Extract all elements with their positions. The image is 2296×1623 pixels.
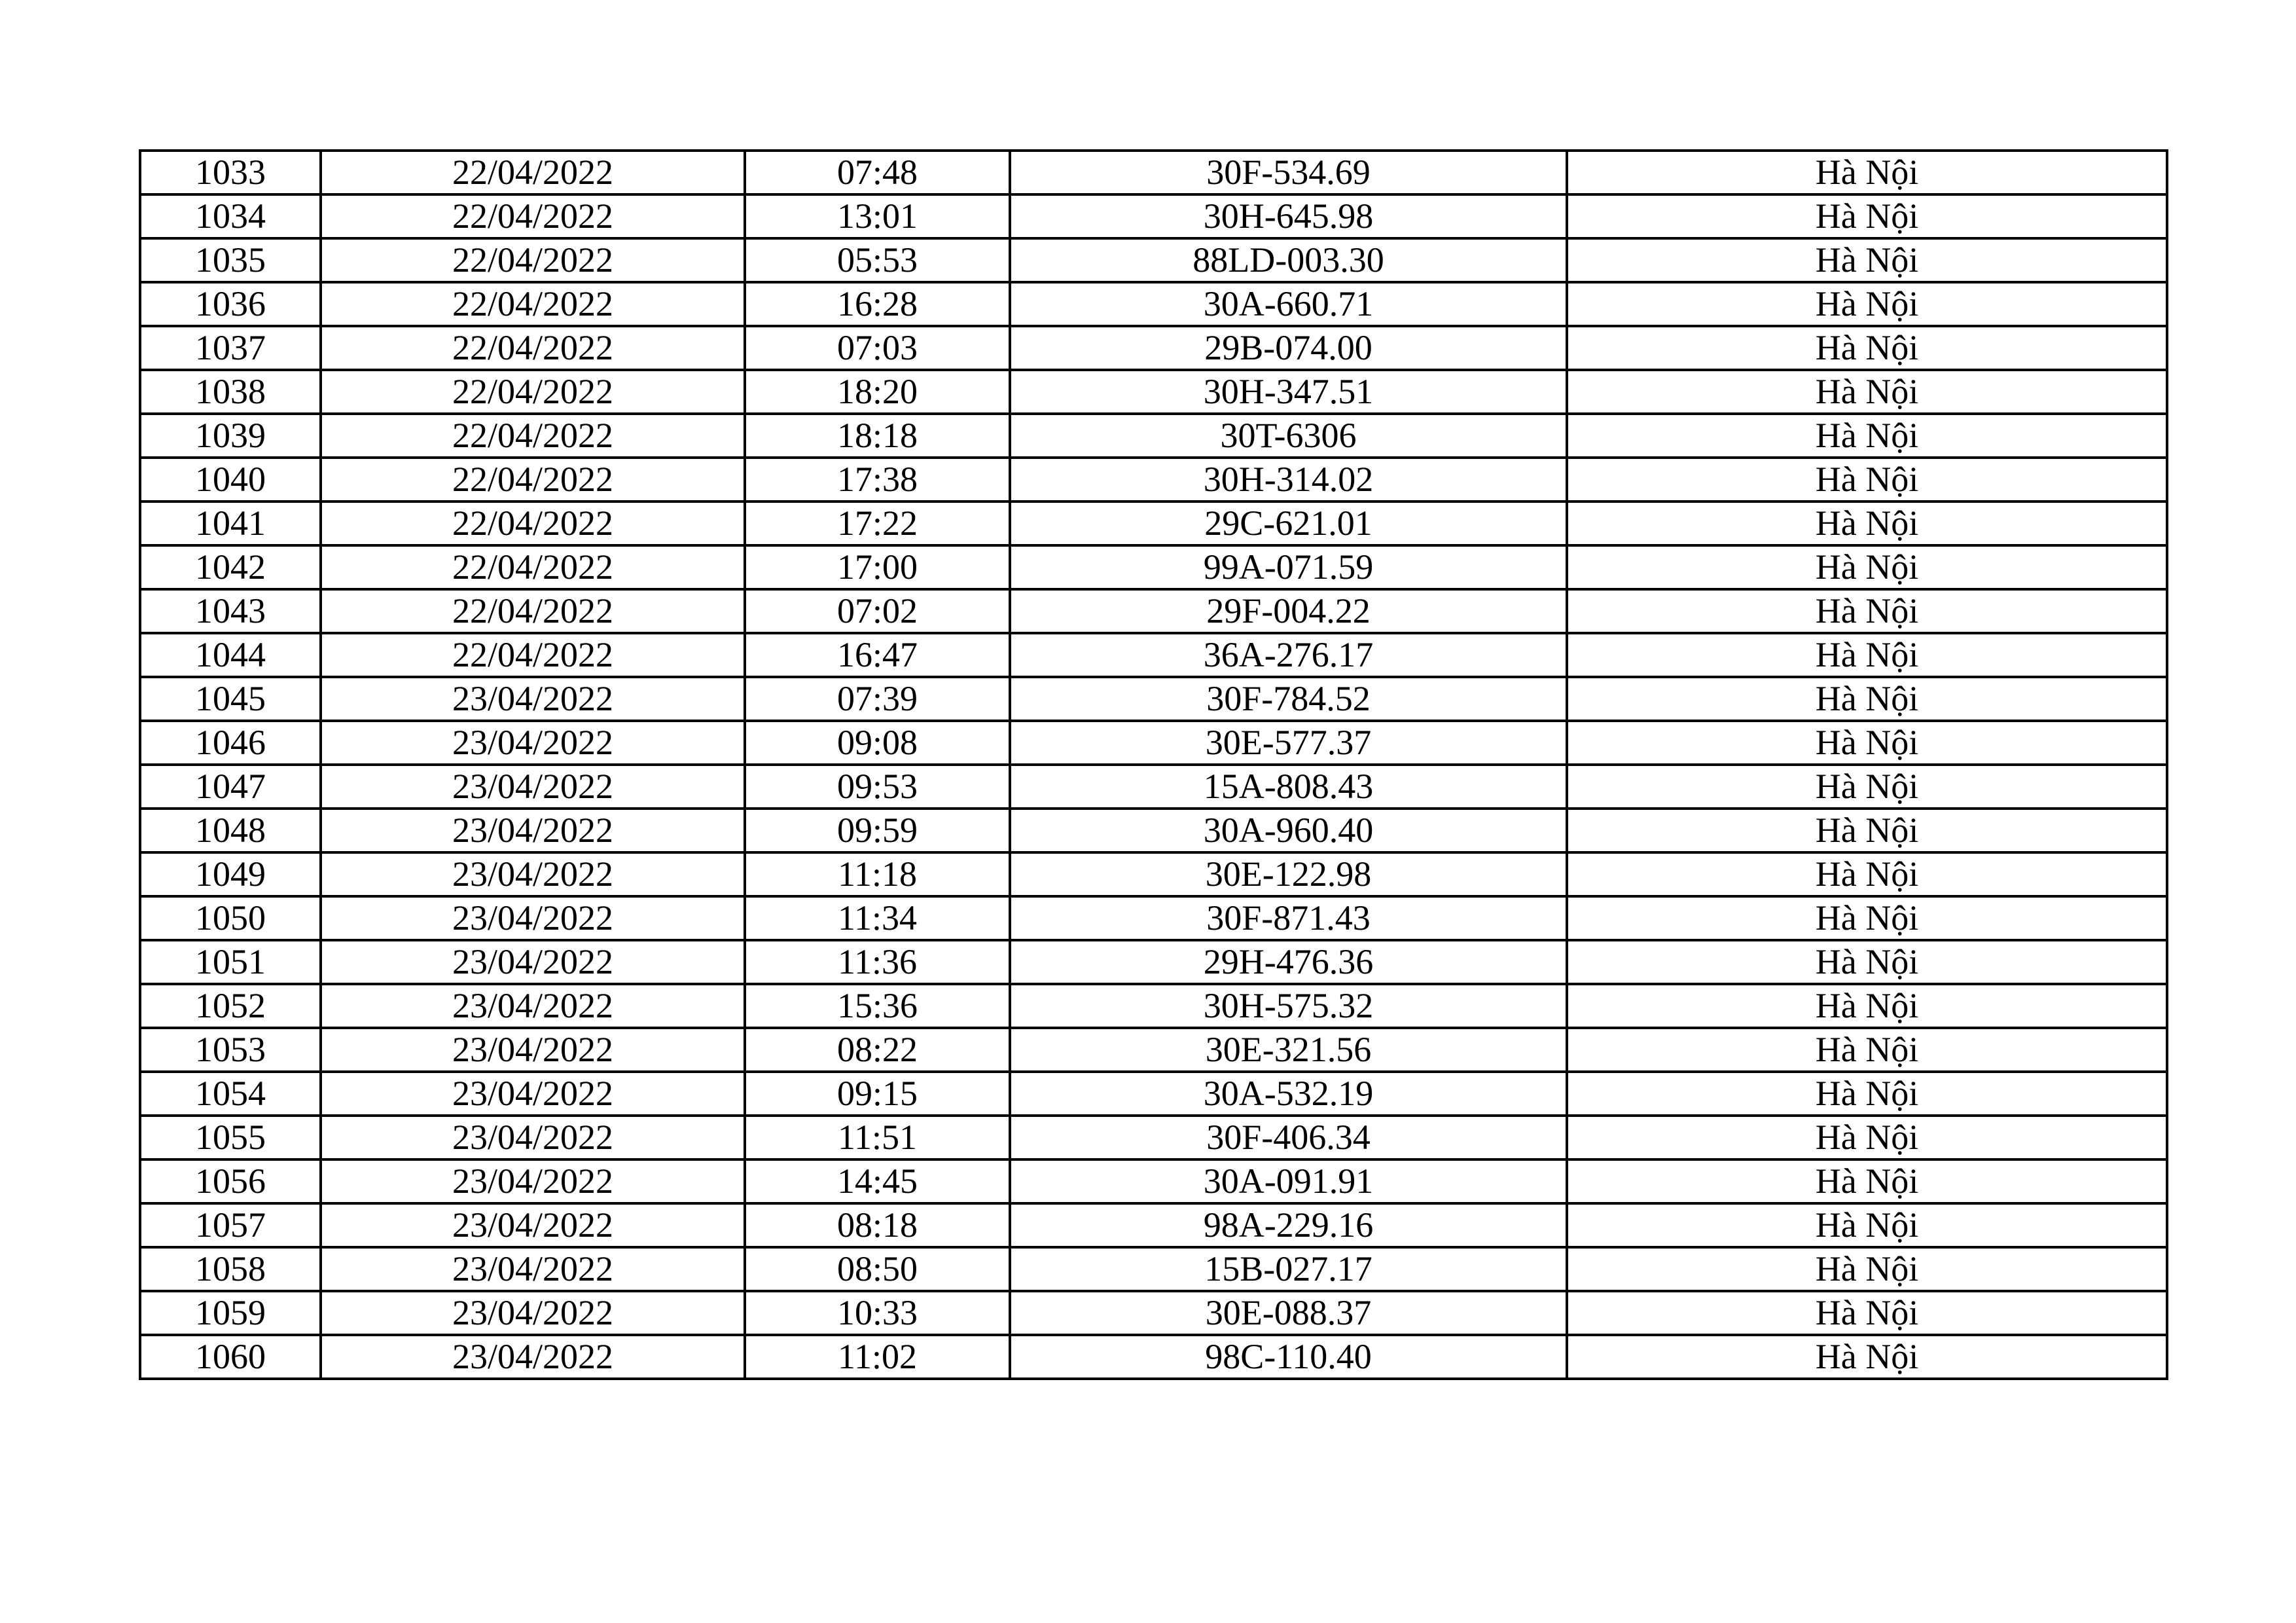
license-plate-cell: 30H-347.51: [1010, 370, 1567, 414]
date-cell: 23/04/2022: [321, 721, 745, 765]
row-number-cell: 1051: [140, 940, 321, 984]
time-cell: 07:02: [745, 589, 1010, 633]
table-row: [140, 501, 2167, 545]
table-row: [140, 370, 2167, 414]
license-plate-cell: 98C-110.40: [1010, 1335, 1567, 1379]
location-cell: Hà Nội: [1567, 414, 2167, 458]
time-cell: 09:53: [745, 765, 1010, 809]
row-number-cell: 1034: [140, 194, 321, 238]
time-cell: 14:45: [745, 1159, 1010, 1203]
location-cell: Hà Nội: [1567, 1028, 2167, 1072]
location-cell: Hà Nội: [1567, 458, 2167, 501]
date-cell: 23/04/2022: [321, 765, 745, 809]
table-row: [140, 1247, 2167, 1291]
license-plate-cell: 29B-074.00: [1010, 326, 1567, 370]
table-row: [140, 940, 2167, 984]
row-number-cell: 1055: [140, 1116, 321, 1159]
location-cell: Hà Nội: [1567, 809, 2167, 852]
date-cell: 23/04/2022: [321, 896, 745, 940]
row-number-cell: 1040: [140, 458, 321, 501]
row-number-cell: 1059: [140, 1291, 321, 1335]
table-row: [140, 589, 2167, 633]
date-cell: 23/04/2022: [321, 1159, 745, 1203]
row-number-cell: 1043: [140, 589, 321, 633]
table-row: [140, 151, 2167, 194]
license-plate-cell: 36A-276.17: [1010, 633, 1567, 677]
time-cell: 18:18: [745, 414, 1010, 458]
time-cell: 13:01: [745, 194, 1010, 238]
row-number-cell: 1050: [140, 896, 321, 940]
table-row: [140, 414, 2167, 458]
date-cell: 23/04/2022: [321, 1028, 745, 1072]
license-plate-cell: 30H-314.02: [1010, 458, 1567, 501]
location-cell: Hà Nội: [1567, 326, 2167, 370]
row-number-cell: 1039: [140, 414, 321, 458]
location-cell: Hà Nội: [1567, 589, 2167, 633]
date-cell: 23/04/2022: [321, 677, 745, 721]
license-plate-cell: 29F-004.22: [1010, 589, 1567, 633]
license-plate-cell: 30F-784.52: [1010, 677, 1567, 721]
location-cell: Hà Nội: [1567, 194, 2167, 238]
time-cell: 11:36: [745, 940, 1010, 984]
license-plate-cell: 30A-532.19: [1010, 1072, 1567, 1116]
records-table: [139, 149, 2168, 1380]
row-number-cell: 1060: [140, 1335, 321, 1379]
row-number-cell: 1047: [140, 765, 321, 809]
time-cell: 09:15: [745, 1072, 1010, 1116]
table-row: [140, 326, 2167, 370]
location-cell: Hà Nội: [1567, 984, 2167, 1028]
license-plate-cell: 15B-027.17: [1010, 1247, 1567, 1291]
license-plate-cell: 30A-091.91: [1010, 1159, 1567, 1203]
date-cell: 23/04/2022: [321, 1291, 745, 1335]
date-cell: 23/04/2022: [321, 852, 745, 896]
location-cell: Hà Nội: [1567, 238, 2167, 282]
row-number-cell: 1035: [140, 238, 321, 282]
date-cell: 22/04/2022: [321, 545, 745, 589]
date-cell: 22/04/2022: [321, 194, 745, 238]
row-number-cell: 1044: [140, 633, 321, 677]
location-cell: Hà Nội: [1567, 1291, 2167, 1335]
license-plate-cell: 30T-6306: [1010, 414, 1567, 458]
date-cell: 23/04/2022: [321, 1247, 745, 1291]
date-cell: 22/04/2022: [321, 633, 745, 677]
row-number-cell: 1042: [140, 545, 321, 589]
location-cell: Hà Nội: [1567, 765, 2167, 809]
time-cell: 17:00: [745, 545, 1010, 589]
time-cell: 11:51: [745, 1116, 1010, 1159]
location-cell: Hà Nội: [1567, 1116, 2167, 1159]
row-number-cell: 1054: [140, 1072, 321, 1116]
license-plate-cell: 98A-229.16: [1010, 1203, 1567, 1247]
license-plate-cell: 29C-621.01: [1010, 501, 1567, 545]
table-row: [140, 721, 2167, 765]
date-cell: 23/04/2022: [321, 940, 745, 984]
license-plate-cell: 29H-476.36: [1010, 940, 1567, 984]
date-cell: 22/04/2022: [321, 151, 745, 194]
table-row: [140, 1291, 2167, 1335]
date-cell: 23/04/2022: [321, 1335, 745, 1379]
location-cell: Hà Nội: [1567, 1072, 2167, 1116]
location-cell: Hà Nội: [1567, 677, 2167, 721]
location-cell: Hà Nội: [1567, 1203, 2167, 1247]
table-row: [140, 809, 2167, 852]
table-row: [140, 545, 2167, 589]
row-number-cell: 1049: [140, 852, 321, 896]
license-plate-cell: 30F-871.43: [1010, 896, 1567, 940]
row-number-cell: 1048: [140, 809, 321, 852]
license-plate-cell: 30E-088.37: [1010, 1291, 1567, 1335]
location-cell: Hà Nội: [1567, 721, 2167, 765]
time-cell: 08:50: [745, 1247, 1010, 1291]
location-cell: Hà Nội: [1567, 1159, 2167, 1203]
license-plate-cell: 30E-577.37: [1010, 721, 1567, 765]
table-row: [140, 852, 2167, 896]
location-cell: Hà Nội: [1567, 896, 2167, 940]
table-row: [140, 765, 2167, 809]
time-cell: 10:33: [745, 1291, 1010, 1335]
table-row: [140, 1203, 2167, 1247]
row-number-cell: 1045: [140, 677, 321, 721]
time-cell: 11:34: [745, 896, 1010, 940]
location-cell: Hà Nội: [1567, 1335, 2167, 1379]
row-number-cell: 1038: [140, 370, 321, 414]
time-cell: 05:53: [745, 238, 1010, 282]
row-number-cell: 1036: [140, 282, 321, 326]
license-plate-cell: 30E-321.56: [1010, 1028, 1567, 1072]
time-cell: 08:22: [745, 1028, 1010, 1072]
date-cell: 22/04/2022: [321, 238, 745, 282]
time-cell: 09:08: [745, 721, 1010, 765]
date-cell: 22/04/2022: [321, 414, 745, 458]
date-cell: 22/04/2022: [321, 326, 745, 370]
time-cell: 17:22: [745, 501, 1010, 545]
date-cell: 23/04/2022: [321, 1116, 745, 1159]
time-cell: 15:36: [745, 984, 1010, 1028]
location-cell: Hà Nội: [1567, 1247, 2167, 1291]
time-cell: 16:28: [745, 282, 1010, 326]
table-row: [140, 1159, 2167, 1203]
table-row: [140, 1335, 2167, 1379]
table-row: [140, 1028, 2167, 1072]
row-number-cell: 1033: [140, 151, 321, 194]
row-number-cell: 1046: [140, 721, 321, 765]
table-row: [140, 896, 2167, 940]
license-plate-cell: 30H-645.98: [1010, 194, 1567, 238]
row-number-cell: 1041: [140, 501, 321, 545]
table-row: [140, 282, 2167, 326]
location-cell: Hà Nội: [1567, 545, 2167, 589]
time-cell: 18:20: [745, 370, 1010, 414]
time-cell: 08:18: [745, 1203, 1010, 1247]
row-number-cell: 1052: [140, 984, 321, 1028]
table-row: [140, 1072, 2167, 1116]
license-plate-cell: 30A-660.71: [1010, 282, 1567, 326]
row-number-cell: 1058: [140, 1247, 321, 1291]
date-cell: 22/04/2022: [321, 589, 745, 633]
date-cell: 22/04/2022: [321, 501, 745, 545]
table-row: [140, 984, 2167, 1028]
date-cell: 22/04/2022: [321, 370, 745, 414]
row-number-cell: 1056: [140, 1159, 321, 1203]
row-number-cell: 1053: [140, 1028, 321, 1072]
time-cell: 07:03: [745, 326, 1010, 370]
table-row: [140, 238, 2167, 282]
row-number-cell: 1037: [140, 326, 321, 370]
time-cell: 17:38: [745, 458, 1010, 501]
license-plate-cell: 30E-122.98: [1010, 852, 1567, 896]
date-cell: 22/04/2022: [321, 458, 745, 501]
location-cell: Hà Nội: [1567, 852, 2167, 896]
table-row: [140, 458, 2167, 501]
license-plate-cell: 15A-808.43: [1010, 765, 1567, 809]
location-cell: Hà Nội: [1567, 501, 2167, 545]
date-cell: 22/04/2022: [321, 282, 745, 326]
location-cell: Hà Nội: [1567, 370, 2167, 414]
location-cell: Hà Nội: [1567, 940, 2167, 984]
table-row: [140, 677, 2167, 721]
location-cell: Hà Nội: [1567, 151, 2167, 194]
time-cell: 11:18: [745, 852, 1010, 896]
date-cell: 23/04/2022: [321, 1203, 745, 1247]
time-cell: 07:48: [745, 151, 1010, 194]
license-plate-cell: 99A-071.59: [1010, 545, 1567, 589]
time-cell: 07:39: [745, 677, 1010, 721]
records-table-body: [140, 151, 2167, 1379]
table-row: [140, 633, 2167, 677]
license-plate-cell: 30H-575.32: [1010, 984, 1567, 1028]
location-cell: Hà Nội: [1567, 282, 2167, 326]
location-cell: Hà Nội: [1567, 633, 2167, 677]
license-plate-cell: 30F-534.69: [1010, 151, 1567, 194]
table-row: [140, 1116, 2167, 1159]
license-plate-cell: 30F-406.34: [1010, 1116, 1567, 1159]
license-plate-cell: 88LD-003.30: [1010, 238, 1567, 282]
table-row: [140, 194, 2167, 238]
date-cell: 23/04/2022: [321, 809, 745, 852]
date-cell: 23/04/2022: [321, 1072, 745, 1116]
license-plate-cell: 30A-960.40: [1010, 809, 1567, 852]
time-cell: 09:59: [745, 809, 1010, 852]
date-cell: 23/04/2022: [321, 984, 745, 1028]
time-cell: 11:02: [745, 1335, 1010, 1379]
row-number-cell: 1057: [140, 1203, 321, 1247]
time-cell: 16:47: [745, 633, 1010, 677]
